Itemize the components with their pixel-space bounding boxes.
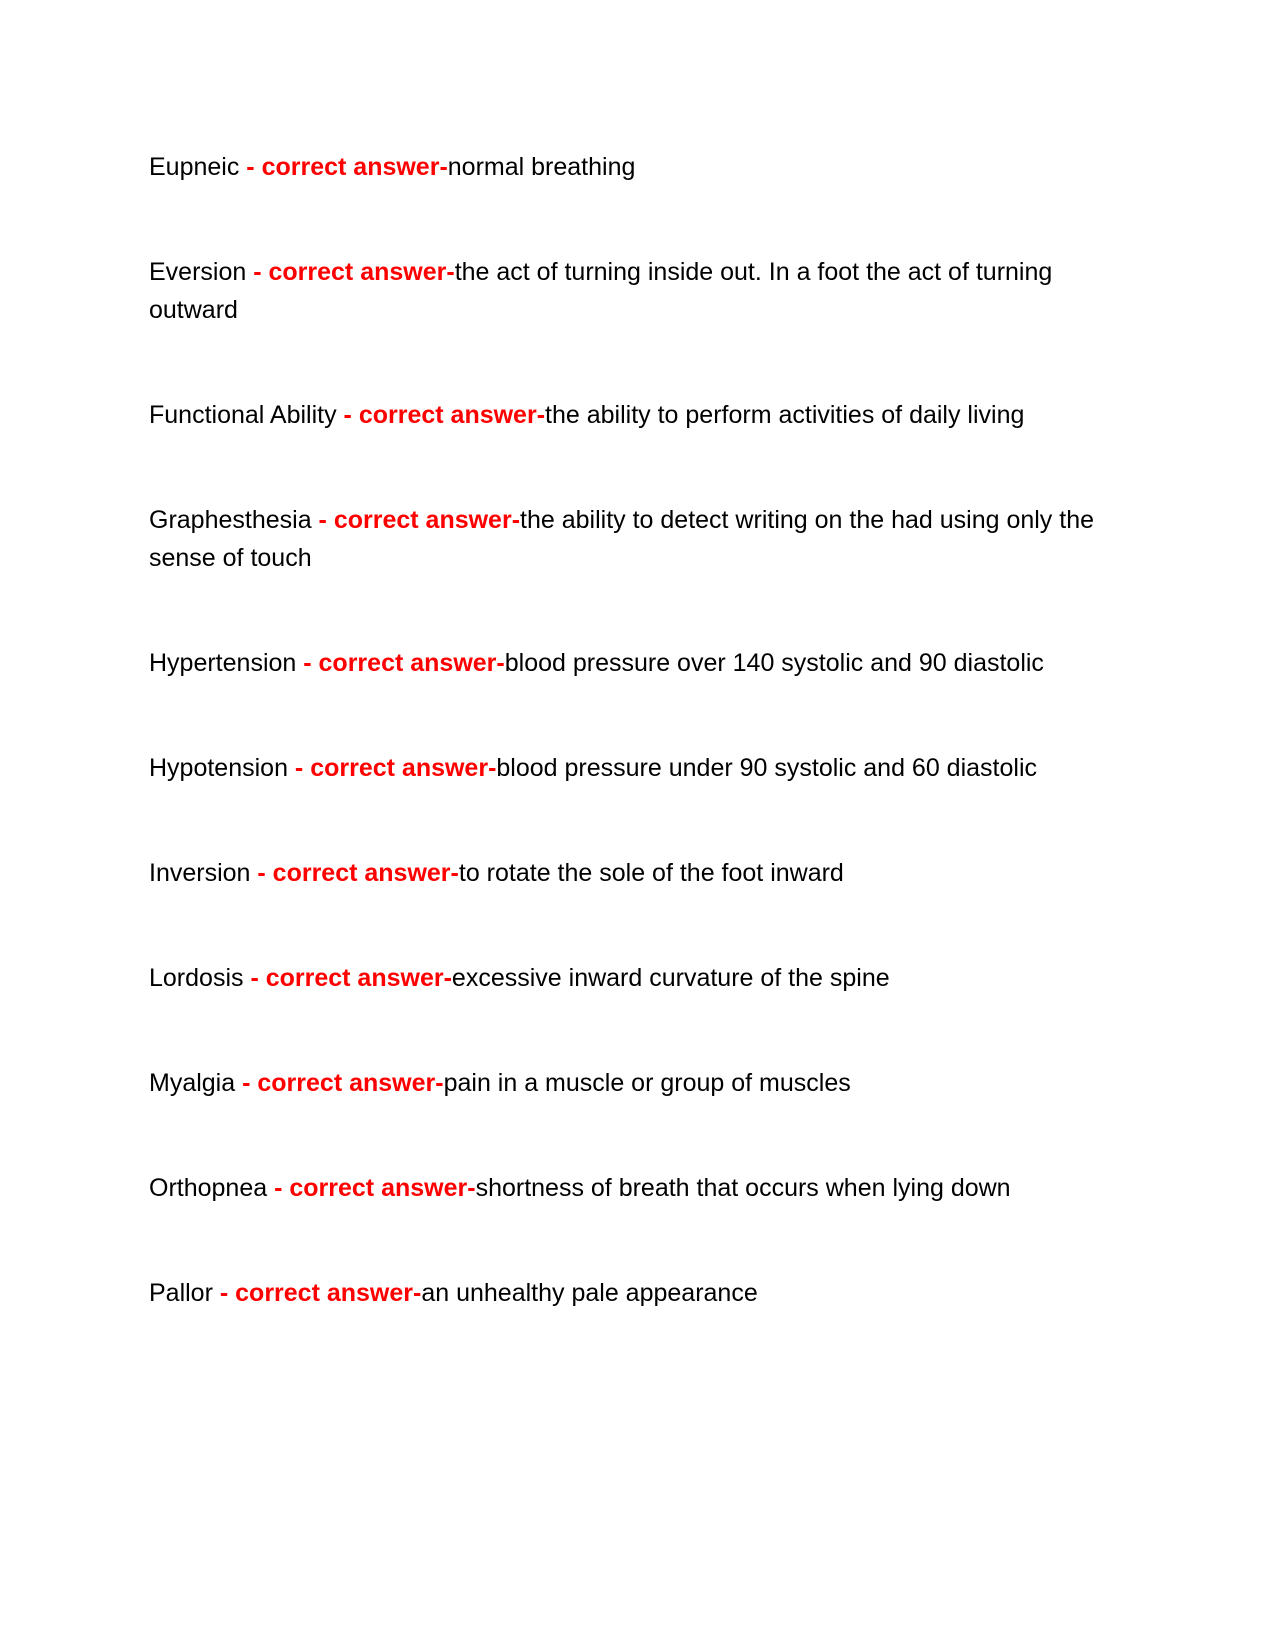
entry-term: Eupneic bbox=[149, 153, 240, 181]
entry-definition: to rotate the sole of the foot inward bbox=[458, 859, 844, 887]
correct-answer-separator: - correct answer- bbox=[296, 649, 505, 677]
entry-definition: pain in a muscle or group of muscles bbox=[443, 1069, 851, 1097]
glossary-entry-lordosis bbox=[149, 959, 1134, 997]
glossary-entry-functional-ability bbox=[149, 396, 1134, 434]
correct-answer-separator: - correct answer- bbox=[250, 859, 459, 887]
correct-answer-separator: - correct answer- bbox=[267, 1174, 476, 1202]
entry-definition: the act of turning inside out. In a foot the act of turning outward bbox=[149, 258, 1053, 324]
correct-answer-separator: - correct answer- bbox=[336, 401, 546, 429]
entry-definition: shortness of breath that occurs when lying down bbox=[475, 1174, 1011, 1202]
entry-term: Hypertension bbox=[149, 649, 297, 677]
entry-definition: the ability to perform activities of daily living bbox=[545, 401, 1025, 429]
glossary-entry-pallor bbox=[149, 1274, 1134, 1312]
entry-term: Orthopnea bbox=[149, 1174, 268, 1202]
entry-term: Eversion bbox=[149, 258, 247, 286]
glossary-entry-graphesthesia bbox=[149, 501, 1134, 577]
entry-term: Hypotension bbox=[149, 754, 288, 782]
entry-term: Pallor bbox=[149, 1279, 213, 1307]
glossary-list bbox=[149, 148, 1134, 1312]
glossary-entry-hypotension bbox=[149, 749, 1134, 787]
glossary-entry-inversion bbox=[149, 854, 1134, 892]
entry-definition: an unhealthy pale appearance bbox=[421, 1279, 758, 1307]
entry-definition: excessive inward curvature of the spine bbox=[451, 964, 890, 992]
glossary-entry-myalgia bbox=[149, 1064, 1134, 1102]
correct-answer-separator: - correct answer- bbox=[235, 1069, 444, 1097]
glossary-entry-orthopnea bbox=[149, 1169, 1134, 1207]
entry-definition: the ability to detect writing on the had using only the sense of touch bbox=[149, 506, 1095, 572]
correct-answer-separator: - correct answer- bbox=[311, 506, 521, 534]
entry-term: Graphesthesia bbox=[149, 506, 312, 534]
correct-answer-separator: - correct answer- bbox=[243, 964, 452, 992]
correct-answer-separator: - correct answer- bbox=[239, 153, 448, 181]
entry-definition: blood pressure under 90 systolic and 60 diastolic bbox=[496, 754, 1038, 782]
entry-definition: blood pressure over 140 systolic and 90 diastolic bbox=[504, 649, 1044, 677]
correct-answer-separator: - correct answer- bbox=[287, 754, 497, 782]
glossary-entry-eversion bbox=[149, 253, 1134, 329]
entry-term: Lordosis bbox=[149, 964, 244, 992]
entry-term: Functional Ability bbox=[149, 401, 337, 429]
entry-term: Inversion bbox=[149, 859, 251, 887]
correct-answer-separator: - correct answer- bbox=[246, 258, 455, 286]
correct-answer-separator: - correct answer- bbox=[212, 1279, 422, 1307]
entry-definition: normal breathing bbox=[447, 153, 636, 181]
glossary-entry-eupneic bbox=[149, 148, 1134, 186]
glossary-entry-hypertension bbox=[149, 644, 1134, 682]
entry-term: Myalgia bbox=[149, 1069, 236, 1097]
